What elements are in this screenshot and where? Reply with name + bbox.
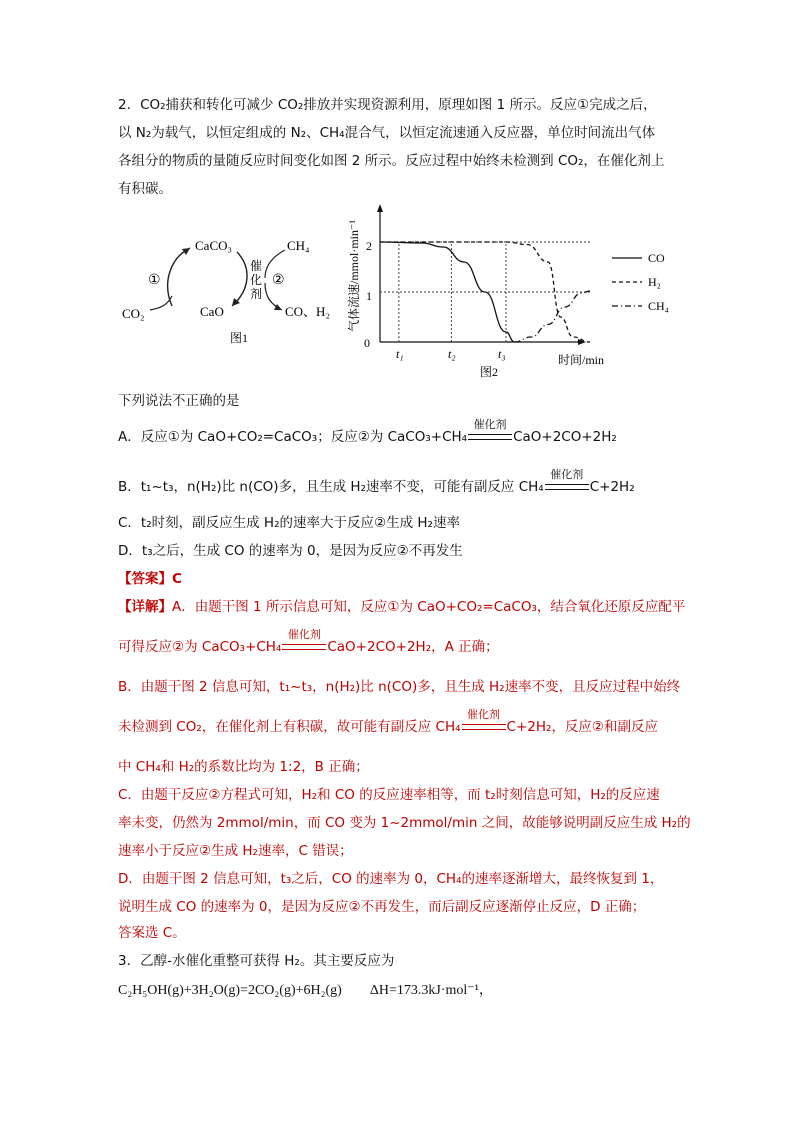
detail-b2-equals: 催化剂 <box>461 718 507 736</box>
q3-eq: C₂H₅OH(g)+3H₂O(g)=2CO₂(g)+6H₂(g) <box>118 983 342 998</box>
figure-1 <box>110 228 350 348</box>
detail-tag: 【详解】 <box>118 599 172 615</box>
option-d: D．t₃之后，生成 CO 的速率为 0，是因为反应②不再发生 <box>118 543 463 559</box>
fig1-r2: ② <box>272 273 285 288</box>
q3-line1: 3．乙醇-水催化重整可获得 H₂。其主要反应为 <box>118 953 395 969</box>
detail-a2-equals: 催化剂 <box>281 638 327 656</box>
option-c: C．t₂时刻，副反应生成 H₂的速率大于反应②生成 H₂速率 <box>118 515 460 531</box>
q2-line3: 各组分的物质的量随反应时间变化如图 2 所示。反应过程中始终未检测到 CO₂，在催化剂上 <box>118 153 665 169</box>
fig2-ytick-2: 2 <box>366 239 372 253</box>
option-b-post: C+2H₂ <box>589 479 635 495</box>
detail-b3: 中 CH₄和 H₂的系数比均为 1:2，B 正确； <box>118 759 369 775</box>
fig2-ytick-0: 0 <box>364 336 370 350</box>
option-b-equals <box>544 468 590 496</box>
option-b-catalyst: 催化剂 <box>550 468 584 481</box>
option-a <box>118 418 617 446</box>
detail-c2: 率未变，仍然为 2mmol/min，而 CO 变为 1~2mmol/min 之间，故能够说明副反应生成 H₂的 <box>118 815 691 831</box>
option-a-catalyst: 催化剂 <box>473 418 507 431</box>
fig1-arrowhead-products <box>274 304 282 310</box>
q2-line2: 以 N₂为载气，以恒定组成的 N₂、CH₄混合气，以恒定流速通入反应器，单位时间流出气体 <box>118 125 656 141</box>
detail-b2: 未检测到 CO₂，在催化剂上有积碳，故可能有副反应 CH₄ 催化剂 C+2H₂，反应②和副反应 <box>118 708 659 735</box>
fig2-xtick-t2: t₂ <box>448 347 456 361</box>
fig1-r1: ① <box>148 273 161 288</box>
detail-c1: C．由题干反应②方程式可知，H₂和 CO 的反应速率相等，而 t₂时刻信息可知，H₂的反应速 <box>118 787 660 803</box>
fig2-ylabel: 气体流速/mmol·min⁻¹ <box>347 220 361 332</box>
option-b-pre: B．t₁~t₃，n(H₂)比 n(CO)多，且生成 H₂速率不变，可能有副反应 CH₄ <box>118 479 544 495</box>
figure-2 <box>340 202 690 380</box>
q3-dh: ΔH=173.3kJ·mol⁻¹， <box>369 983 493 998</box>
fig2-caption: 图2 <box>480 365 499 379</box>
fig1-cao: CaO <box>200 304 224 319</box>
series-line-ch4 <box>514 291 590 342</box>
detail-a1: 【详解】A．由题干图 1 所示信息可知，反应①为 CaO+CO₂=CaCO₃，结合氧化还原反应配平 <box>118 599 686 615</box>
fig1-ch4: CH₄ <box>287 238 310 253</box>
fig1-cat-2: 化 <box>250 273 263 287</box>
fig1-products: CO、H₂ <box>285 304 330 319</box>
fig2-xtick-t1: t₁ <box>396 347 404 361</box>
answer-label: 【答案】C <box>118 571 182 587</box>
detail-a2: 可得反应②为 CaCO₃+CH₄ 催化剂 CaO+2CO+2H₂，A 正确； <box>118 628 499 655</box>
q2-line4: 有积碳。 <box>118 181 172 197</box>
detail-c3: 速率小于反应②生成 H₂速率，C 错误； <box>118 843 353 859</box>
option-a-post: CaO+2CO+2H₂ <box>513 429 617 445</box>
legend-ch4: CH₄ <box>648 299 669 313</box>
detail-d1: D．由题干图 2 信息可知，t₃之后，CO 的速率为 0，CH₄的速率逐渐增大，最终恢复到 1， <box>118 871 664 887</box>
detail-b1: B．由题干图 2 信息可知，t₁~t₃，n(H₂)比 n(CO)多，且生成 H₂速率不变，且反应过程中始终 <box>118 679 681 695</box>
option-b <box>118 468 635 496</box>
fig2-y-arrow <box>377 204 383 212</box>
detail-d3: 答案选 C。 <box>118 925 186 941</box>
fig2-xlabel: 时间/min <box>558 353 605 367</box>
fig2-xtick-t3: t₃ <box>498 347 506 361</box>
detail-d2: 说明生成 CO 的速率为 0，是因为反应②不再发生，而后副反应逐渐停止反应，D 正确； <box>118 899 646 915</box>
q2-line1: 2．CO₂捕获和转化可减少 CO₂排放并实现资源利用，原理如图 1 所示。反应①完成之后， <box>118 97 657 113</box>
legend-co: CO <box>648 251 665 265</box>
legend-h2: H₂ <box>648 275 661 289</box>
fig1-arrow-right <box>232 252 247 306</box>
fig1-cat-3: 剂 <box>250 287 263 301</box>
fig1-caption: 图1 <box>230 331 249 345</box>
q3-equation <box>118 982 493 1000</box>
fig1-co2: CO₂ <box>122 306 145 321</box>
q2-prompt: 下列说法不正确的是 <box>118 393 240 409</box>
option-a-pre: A．反应①为 CaO+CO₂=CaCO₃；反应②为 CaCO₃+CH₄ <box>118 429 468 445</box>
fig2-ytick-1: 1 <box>366 289 372 303</box>
option-a-equals <box>467 418 513 446</box>
fig1-caco3: CaCO₃ <box>195 238 233 253</box>
fig1-cat-1: 催 <box>250 259 263 273</box>
